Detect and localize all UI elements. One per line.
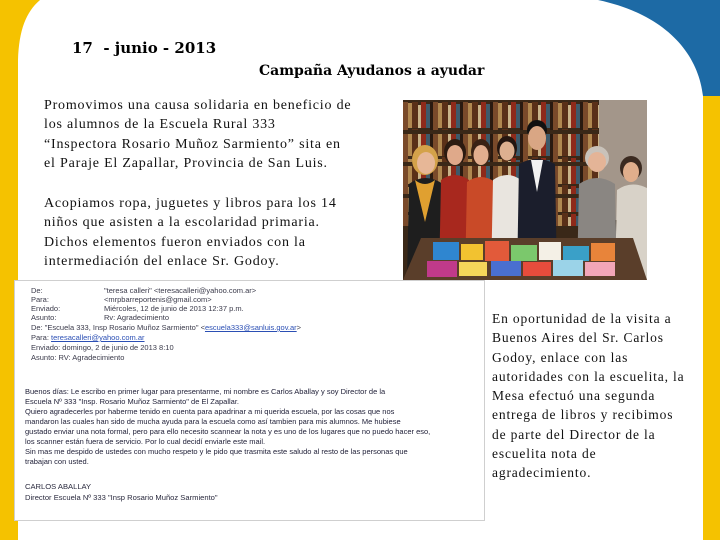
paragraph-line: En oportunidad de la visita a bbox=[492, 311, 672, 326]
forwarded-label: Enviado: bbox=[31, 343, 61, 352]
forwarded-to-row bbox=[31, 333, 145, 342]
email-header-from bbox=[15, 286, 485, 295]
email-body-line: Sin mas me despido de ustedes con mucho respeto y le pido que trasmita este saludo al resto de las personas que bbox=[25, 447, 408, 456]
email-signature-title: Director Escuela Nº 333 "Insp Rosario Muñoz Sarmiento" bbox=[25, 493, 218, 502]
paragraph-line: “Inspectora Rosario Muñoz Sarmiento” sita en bbox=[44, 136, 341, 152]
email-body-line: Escuela Nº 333 "Insp. Rosario Muñoz Sarmiento" de El Zapallar. bbox=[25, 397, 240, 406]
paragraph-line: agradecimiento. bbox=[492, 465, 592, 481]
email-header-sent bbox=[15, 304, 485, 313]
email-body-line: trabajan con usted. bbox=[25, 457, 89, 466]
email-header-value: "teresa calleri" <teresacalleri@yahoo.com.ar> bbox=[104, 286, 257, 295]
forwarded-subject-row bbox=[31, 353, 124, 362]
slide-title: Campaña Ayudanos a ayudar bbox=[259, 63, 485, 79]
email-header-label: Asunto: bbox=[31, 313, 57, 322]
forwarded-label: Asunto: bbox=[31, 353, 57, 362]
email-body-line: Quiero agradecerles por haberme tenido en cuenta para apadrinar a mi querida escuela, por las cosas que nos bbox=[25, 407, 395, 416]
intro-paragraph bbox=[44, 96, 351, 173]
email-screenshot bbox=[14, 280, 485, 521]
email-header-label: Enviado: bbox=[31, 304, 61, 313]
paragraph-line: intermediación del enlace Sr. Godoy. bbox=[44, 253, 280, 269]
forwarded-sent-row bbox=[31, 343, 174, 352]
right-yellow-band bbox=[703, 96, 720, 540]
email-header-value: Rv: Agradecimiento bbox=[104, 313, 170, 322]
email-signature-name: CARLOS ABALLAY bbox=[25, 482, 92, 491]
forwarded-suffix: > bbox=[296, 323, 302, 332]
email-body-line: mandaron las cuales han sido de mucha ayuda para la escuela como así tambien para mis alumnos. Me hubiese bbox=[25, 417, 401, 426]
paragraph-line: el Paraje El Zapallar, Provincia de San Luis. bbox=[44, 155, 328, 171]
paragraph-line: Promovimos una causa solidaria en beneficio de bbox=[44, 98, 352, 113]
forwarded-email-link: teresacalleri@yahoo.com.ar bbox=[51, 333, 145, 342]
email-header-label: Para: bbox=[31, 295, 49, 304]
email-header-label: De: bbox=[31, 286, 43, 295]
slide-date: 17 - junio - 2013 bbox=[72, 39, 217, 57]
forwarded-value: domingo, 2 de junio de 2013 8:10 bbox=[62, 343, 174, 352]
forwarded-value: RV: Agradecimiento bbox=[58, 353, 125, 362]
email-header-value: Miércoles, 12 de junio de 2013 12:37 p.m. bbox=[104, 304, 244, 313]
visit-paragraph bbox=[492, 309, 685, 483]
email-body-line: Buenos días: Le escribo en primer lugar para presentarme, mi nombre es Carlos Aballay y soy Director de la bbox=[25, 387, 386, 396]
forwarded-email-link: escuela333@sanluis.gov.ar bbox=[204, 323, 297, 332]
email-body-line: los scanner están fuera de servicio. Por lo cual decidí enviarle este mail. bbox=[25, 437, 266, 446]
paragraph-line: Buenos Aires del Sr. Carlos bbox=[492, 330, 664, 346]
paragraph-line: entrega de libros y recibimos bbox=[492, 407, 674, 423]
email-header-to bbox=[15, 295, 485, 304]
forwarded-label: Para: bbox=[31, 333, 49, 342]
paragraph-line: autoridades con la escuelita, la bbox=[492, 368, 685, 384]
paragraph-line: Acopiamos ropa, juguetes y libros para los 14 bbox=[44, 196, 337, 211]
forwarded-label: De: bbox=[31, 323, 43, 332]
paragraph-line: escuelita nota de bbox=[492, 446, 597, 462]
email-header-subject bbox=[15, 313, 485, 322]
group-photo bbox=[403, 100, 647, 280]
collection-paragraph bbox=[44, 194, 337, 271]
top-right-blue-band bbox=[598, 0, 720, 96]
paragraph-line: los alumnos de la Escuela Rural 333 bbox=[44, 117, 276, 133]
paragraph-line: niños que asisten a la escolaridad primaria. bbox=[44, 215, 320, 231]
email-body-line: gustado enviar una nota formal, pero para ello necesito scannear la nota y es uno de los lugares que no puedo hacer eso, bbox=[25, 427, 431, 436]
email-header-value: <mrpbarreportenis@gmail.com> bbox=[104, 295, 212, 304]
table-with-books bbox=[403, 238, 647, 280]
paragraph-line: de parte del Director de la bbox=[492, 426, 656, 442]
forwarded-value: "Escuela 333, Insp Rosario Muñoz Sarmiento" < bbox=[44, 323, 205, 332]
paragraph-line: Godoy, enlace con las bbox=[492, 349, 629, 365]
paragraph-line: Mesa efectuó una segunda bbox=[492, 388, 656, 404]
paragraph-line: Dichos elementos fueron enviados con la bbox=[44, 234, 306, 250]
forwarded-from-row bbox=[31, 323, 301, 332]
